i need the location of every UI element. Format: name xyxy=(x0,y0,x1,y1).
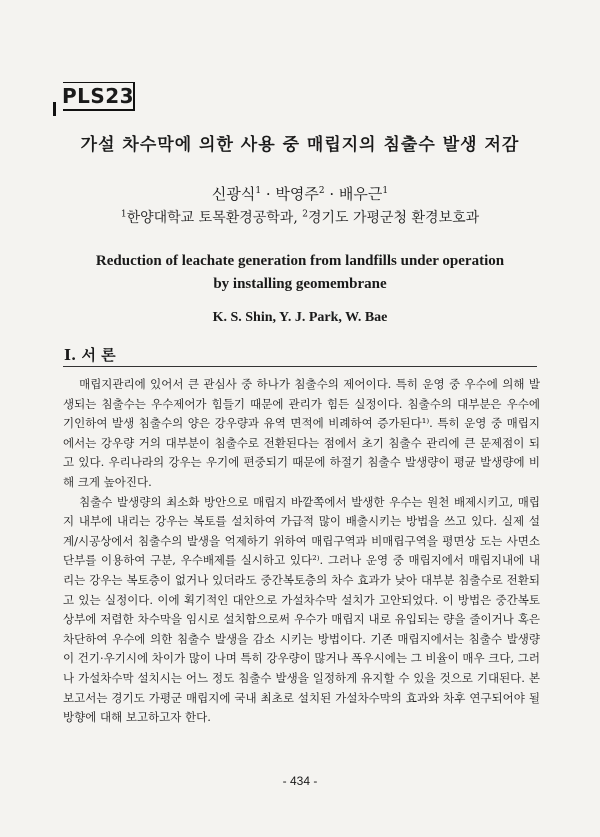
english-author-list: K. S. Shin, Y. J. Park, W. Bae xyxy=(212,310,388,325)
affiliation-text: 경기도 가평군청 환경보호과 xyxy=(307,210,480,226)
tag-bracket-mark xyxy=(53,102,56,116)
author-superscript: 1 xyxy=(255,186,262,196)
section-heading: I. 서 론 xyxy=(64,346,116,364)
body-paragraph: 매립지관리에 있어서 큰 관심사 중 하나가 침출수의 제어이다. 특히 운영 중 우수에 의해 발생되는 침출수는 우수제어가 힘들기 때문에 관리가 힘든 실정이다. 침출수의 대부분은 우수에 기인하여 발생 침출수의 양은 강우량과 유역 면적에 비례하여 증가된다¹⁾. 특히 운영 중 매립지에서는 강우량 거의 대부분이 침출수로 전환된다는 점에서 초기 침출수 관리에 큰 문제점이 되고 있다. 우리나라의 강우는 우기에 편중되기 때문에 하절기 침출수 발생량이 평균 발생량에 비해 크게 높아진다. xyxy=(63,377,540,489)
author-superscript: 1 xyxy=(382,186,389,196)
author-name: 배우근 xyxy=(338,185,383,203)
affiliation-text: 한양대학교 토목환경공학과, xyxy=(126,210,303,226)
body-paragraph: 침출수 발생량의 최소화 방안으로 매립지 바깥쪽에서 발생한 우수는 원천 배제시키고, 매립지 내부에 내리는 강우는 복토를 설치하여 가급적 많이 배출시키는 방법을 쓰고 있다. 실제 설계/시공상에서 침출수의 발생을 억제하기 위하여 매립구역과 비매립구역을 평면상 도는 사면소단부를 이용하여 구분, 우수배제를 실시하고 있다²⁾. 그러나 운영 중 매립지에서 매립지내에 내리는 강우는 복토층이 없거나 있더라도 중간복토층의 차수 효과가 낮아 대부분 침출수로 전환되고 있는 실정이다. 이에 획기적인 대안으로 가설차수막 설치가 고안되었다. 이 방법은 중간복토 상부에 저렴한 차수막을 임시로 설치함으로써 우수가 매립지 내로 유입되는 량을 줄이거나 혹은 차단하여 우수에 의한 침출수 발생을 감소 시키는 방법이다. 기존 매립지에서는 침출수 발생량이 건기·우기시에 차이가 많이 나며 특히 강우량이 많거나 폭우시에는 그 비율이 매우 크다, 그러나 가설차수막 설치시는 어느 정도 침출수 발생을 일정하게 유지할 수 있을 것으로 기대된다. 본 보고서는 경기도 가평군 매립지에 국내 최초로 설치된 가설차수막의 효과와 차후 연구되어야 될 방향에 대해 보고하고자 한다. xyxy=(63,494,540,725)
session-tag xyxy=(53,82,137,110)
author-superscript: 2 xyxy=(318,186,325,196)
author-list xyxy=(0,183,600,204)
author-separator: · xyxy=(324,185,339,203)
english-title-line: Reduction of leachate generation from landfills under operation xyxy=(95,253,505,269)
section-divider xyxy=(63,366,537,367)
affiliation-superscript: 1 xyxy=(120,209,127,220)
session-tag-label: PLS23 xyxy=(63,82,135,111)
author-name: 신광식 xyxy=(211,185,256,203)
affiliation-superscript: 2 xyxy=(302,209,308,220)
body-text xyxy=(63,375,540,728)
affiliations xyxy=(0,207,600,227)
paper-title: 가설 차수막에 의한 사용 중 매립지의 침출수 발생 저감 xyxy=(80,135,520,155)
author-separator: · xyxy=(261,185,276,203)
english-title-line: by installing geomembrane xyxy=(213,276,387,292)
page-number: - 434 - xyxy=(282,774,318,788)
author-name: 박영주 xyxy=(275,185,319,203)
english-title xyxy=(0,250,600,296)
